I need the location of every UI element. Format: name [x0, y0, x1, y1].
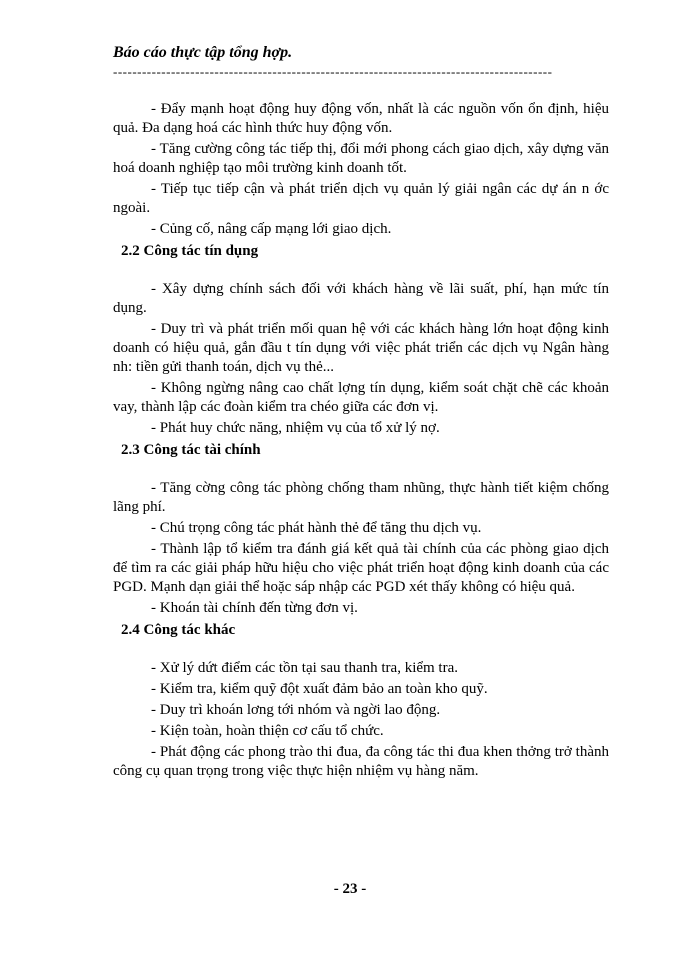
paragraph: - Xử lý dứt điểm các tồn tại sau thanh tra, kiểm tra. — [151, 660, 459, 676]
section-heading-other: 2.4 Công tác khác — [121, 622, 236, 638]
paragraph: - Duy trì khoán lơng tới nhóm và ngời lao động. — [151, 702, 441, 718]
paragraph: - Củng cố, nâng cấp mạng lới giao dịch. — [151, 221, 392, 237]
paragraph: - Khoán tài chính đến từng đơn vị. — [151, 600, 358, 616]
paragraph: - Phát động các phong trào thi đua, đa công tác thi đua khen thởng trở thành công cụ quan trọng trong việc thực hiện nhiệm vụ hàng năm. — [113, 744, 609, 779]
section-heading-finance: 2.3 Công tác tài chính — [121, 442, 261, 458]
paragraph: - Xây dựng chính sách đối với khách hàng về lãi suất, phí, hạn mức tín dụng. — [113, 281, 609, 316]
paragraph: - Kiểm tra, kiểm quỹ đột xuất đảm bảo an toàn kho quỹ. — [151, 681, 488, 697]
section-heading-credit: 2.2 Công tác tín dụng — [121, 243, 259, 259]
paragraph: - Không ngừng nâng cao chất lợng tín dụng, kiểm soát chặt chẽ các khoản vay, thành lập các đoàn kiểm tra chéo giữa các đơn vị. — [113, 380, 609, 415]
paragraph: - Phát huy chức năng, nhiệm vụ của tổ xử lý nợ. — [151, 420, 440, 436]
paragraph: - Đẩy mạnh hoạt động huy động vốn, nhất là các nguồn vốn ổn định, hiệu quả. Đa dạng hoá các hình thức huy động vốn. — [113, 101, 609, 136]
paragraph: - Tiếp tục tiếp cận và phát triển dịch vụ quản lý giải ngân các dự án n ớc ngoài. — [113, 181, 609, 216]
document-body — [113, 100, 609, 783]
paragraph: - Tăng cờng công tác phòng chống tham nhũng, thực hành tiết kiệm chống lãng phí. — [113, 480, 609, 515]
paragraph: - Tăng cường công tác tiếp thị, đổi mới phong cách giao dịch, xây dựng văn hoá doanh nghiệp tạo môi trường kinh doanh tốt. — [113, 141, 609, 176]
page-number: - 23 - — [333, 881, 367, 897]
paragraph: - Kiện toàn, hoàn thiện cơ cấu tổ chức. — [151, 723, 384, 739]
paragraph: - Chú trọng công tác phát hành thẻ để tăng thu dịch vụ. — [151, 520, 482, 536]
paragraph: - Duy trì và phát triển mối quan hệ với các khách hàng lớn hoạt động kinh doanh có hiệu quả, gắn đầu t tín dụng với việc phát triển các dịch vụ Ngân hàng nh: tiền gửi thanh toán, dịch vụ thẻ... — [113, 321, 609, 375]
header-dashed-rule: ------------------------------------------------------------------------------------------- — [113, 64, 553, 79]
paragraph: - Thành lập tổ kiểm tra đánh giá kết quả tài chính của các phòng giao dịch để tìm ra các giải pháp hữu hiệu cho việc phát triển hoạt động kinh doanh của các PGD. Mạnh dạn giải thể hoặc sáp nhập các PGD xét thấy không có hiệu quả. — [113, 541, 609, 595]
document-header-title: Báo cáo thực tập tổng hợp. — [113, 44, 293, 61]
